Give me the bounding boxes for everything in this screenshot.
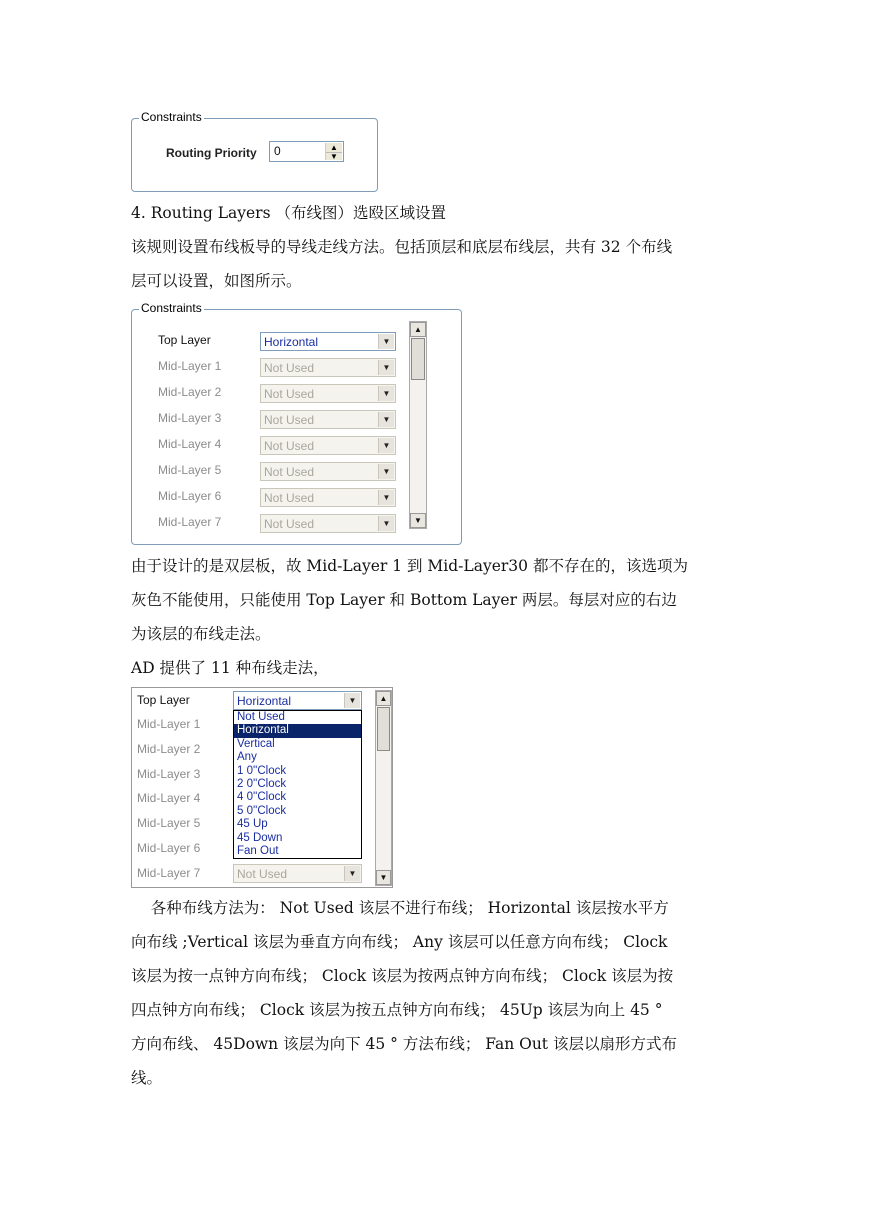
intro-line-2: 层可以设置，如图所示。 [131,272,302,290]
layer-combo-mid5 [260,462,396,481]
layer-label-mid4: Mid-Layer 4 [158,437,222,451]
chevron-down-icon: ▼ [378,360,394,375]
scroll-up-icon[interactable]: ▲ [376,691,391,706]
layer-combo-mid2 [260,384,396,403]
combo-value: Not Used [264,517,315,531]
layer-label-mid3: Mid-Layer 3 [158,411,222,425]
para4-line-1: 各种布线方法为： Not Used 该层不进行布线； Horizontal 该层按水平方 [131,899,669,917]
routing-layers-groupbox [131,301,462,545]
option-horizontal[interactable]: Horizontal [234,724,361,737]
layer-label-mid3: Mid-Layer 3 [137,767,201,781]
layer-combo-mid1 [260,358,396,377]
layers-scrollbar[interactable] [375,690,392,886]
layer-label-mid4: Mid-Layer 4 [137,791,201,805]
para2-line-3: 为该层的布线走法。 [131,625,271,643]
layer-label-mid5: Mid-Layer 5 [137,816,201,830]
layer-label-top: Top Layer [137,693,190,707]
layer-combo-top[interactable] [233,691,362,710]
para2-line-1: 由于设计的是双层板，故 Mid-Layer 1 到 Mid-Layer30 都不存在的，该选项为 [131,557,688,575]
scroll-thumb[interactable] [377,707,390,751]
layer-label-mid6: Mid-Layer 6 [158,489,222,503]
scroll-up-icon[interactable]: ▲ [410,322,426,337]
combo-value: Not Used [264,439,315,453]
option-any[interactable]: Any [237,751,257,764]
chevron-down-icon[interactable]: ▼ [378,334,394,349]
combo-value: Not Used [264,413,315,427]
chevron-down-icon: ▼ [378,412,394,427]
combo-value: Not Used [264,387,315,401]
section-heading: 4. Routing Layers （布线图）选殴区域设置 [131,204,446,222]
layers-scrollbar[interactable] [409,321,427,529]
option-5-oclock[interactable]: 5 0''Clock [237,804,287,817]
routing-priority-groupbox [131,110,378,192]
routing-layers-dropdown-figure [131,687,393,888]
option-vertical[interactable]: Vertical [237,737,275,750]
constraints-legend: Constraints [141,301,202,315]
chevron-down-icon: ▼ [378,516,394,531]
chevron-down-icon[interactable]: ▼ [344,693,360,708]
spin-up-icon[interactable]: ▲ [326,143,342,153]
chevron-down-icon: ▼ [378,490,394,505]
chevron-down-icon: ▼ [378,438,394,453]
constraints-legend: Constraints [141,110,202,124]
option-45-up[interactable]: 45 Up [237,818,268,831]
layer-label-mid1: Mid-Layer 1 [137,717,201,731]
combo-value: Not Used [264,465,315,479]
routing-priority-label: Routing Priority [166,146,257,160]
para4-line-4: 四点钟方向布线； Clock 该层为按五点钟方向布线； 45Up 该层为向上 45 ° [131,1001,663,1019]
option-4-oclock[interactable]: 4 0''Clock [237,791,287,804]
scroll-down-icon[interactable]: ▼ [376,870,391,885]
para4-line-5: 方向布线、 45Down 该层为向下 45 ° 方法布线； Fan Out 该层以扇形方式布 [131,1035,677,1053]
layer-combo-mid6 [260,488,396,507]
combo-value: Not Used [237,867,288,881]
combo-value: Not Used [264,491,315,505]
routing-priority-spinner[interactable] [269,141,344,162]
layer-label-mid5: Mid-Layer 5 [158,463,222,477]
layer-label-mid6: Mid-Layer 6 [137,841,201,855]
combo-value: Not Used [264,361,315,375]
combo-value: Horizontal [237,694,292,708]
option-2-oclock[interactable]: 2 0''Clock [237,777,287,790]
layer-label-mid2: Mid-Layer 2 [158,385,222,399]
chevron-down-icon: ▼ [344,866,360,881]
para3: AD 提供了 11 种布线走法， [131,659,329,677]
para4-line-6: 线。 [131,1069,163,1087]
routing-method-list[interactable] [233,710,362,859]
para4-line-2: 向布线 ;Vertical 该层为垂直方向布线； Any 该层可以任意方向布线； Clock [131,933,668,951]
chevron-down-icon: ▼ [378,464,394,479]
spin-down-icon[interactable]: ▼ [330,151,338,161]
option-45-down[interactable]: 45 Down [237,831,283,844]
layer-combo-mid7 [233,864,362,883]
option-not-used[interactable]: Not Used [237,711,285,723]
spinner-buttons [325,143,342,160]
layer-label-mid1: Mid-Layer 1 [158,359,222,373]
layer-combo-mid7 [260,514,396,533]
layer-label-mid7: Mid-Layer 7 [158,515,222,529]
layer-label-mid7: Mid-Layer 7 [137,866,201,880]
layer-combo-mid3 [260,410,396,429]
para2-line-2: 灰色不能使用，只能使用 Top Layer 和 Bottom Layer 两层。每层对应的右边 [131,591,677,609]
routing-priority-value: 0 [274,144,281,158]
layer-combo-mid4 [260,436,396,455]
scroll-down-icon[interactable]: ▼ [410,513,426,528]
chevron-down-icon: ▼ [378,386,394,401]
para4-line-3: 该层为按一点钟方向布线； Clock 该层为按两点钟方向布线； Clock 该层为按 [131,967,674,985]
layer-combo-top[interactable] [260,332,396,351]
layer-label-top: Top Layer [158,333,211,347]
option-1-oclock[interactable]: 1 0''Clock [237,764,287,777]
option-fan-out[interactable]: Fan Out [237,844,279,857]
layer-label-mid2: Mid-Layer 2 [137,742,201,756]
intro-line-1: 该规则设置布线板导的导线走线方法。包括顶层和底层布线层，共有 32 个布线 [131,238,673,256]
combo-value: Horizontal [264,335,319,349]
scroll-thumb[interactable] [411,338,425,380]
